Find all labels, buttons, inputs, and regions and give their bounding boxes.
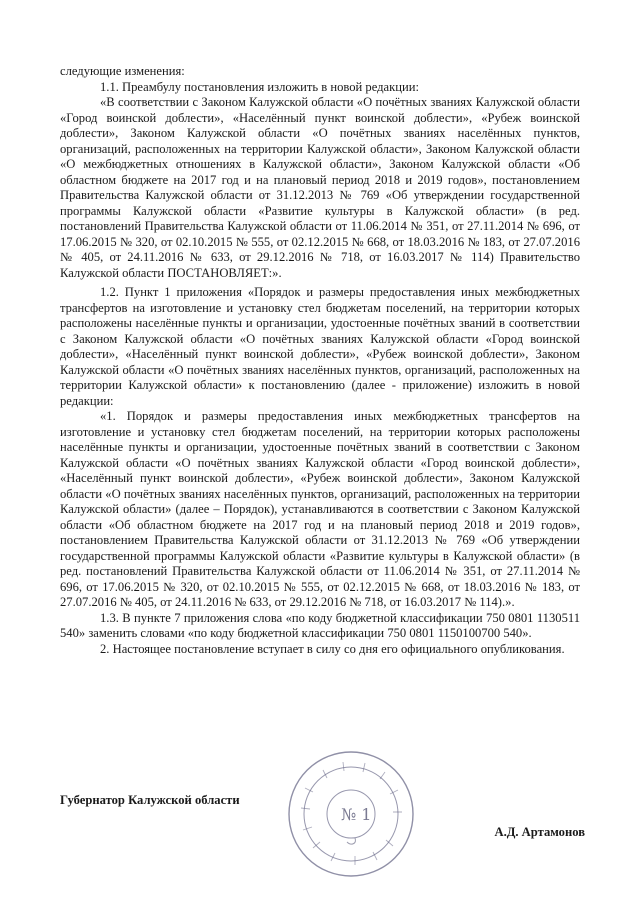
signatory-title: Губернатор Калужской области [60, 793, 240, 807]
paragraph-2: 2. Настоящее постановление вступает в силу со дня его официального опубликования. [100, 641, 565, 656]
paragraph-1-2: 1.2. Пункт 1 приложения «Порядок и размеры предоставления иных межбюджетных трансфертов на изготовление и установку стел бюджетам поселений, на территории которых расположены населённые пункты и организации, удостоенные почётных званий в соответствии с Законом Калужской области «О почётных званиях Калужской области «Город воинской доблести», «Населённый пункт воинской доблести», «Рубеж воинской доблести», Законом Калужской области «О почётных званиях населённых пунктов, организаций, расположенных на территории Калужской области» к постановлению (далее - приложение) изложить в новой редакции: [60, 285, 580, 408]
paragraph-intro: следующие изменения: [60, 64, 185, 78]
signatory-name: А.Д. Артамонов [494, 825, 585, 839]
document-body [60, 64, 580, 657]
paragraph-1-3: 1.3. В пункте 7 приложения слова «по коду бюджетной классификации 750 0801 1130511 540» заменить словами «по коду бюджетной классификации 750 0801 1150100700 540». [60, 610, 580, 640]
paragraph-1-1: 1.1. Преамбулу постановления изложить в новой редакции: [100, 79, 419, 94]
svg-text:№ 1: № 1 [341, 805, 372, 824]
paragraph-point-1-quote: «1. Порядок и размеры предоставления иных межбюджетных трансфертов на изготовление и установку стел бюджетам поселений, на территории которых расположены населённые пункты и организации, удостоенные почётных званий в соответствии с Законом Калужской области «О почётных званиях Калужской области «Город воинской доблести», «Населённый пункт воинской доблести», «Рубеж воинской доблести», Законом Калужской области «О почётных званиях населённых пунктов, организаций, расположенных на территории Калужской области» (далее – Порядок), устанавливаются в соответствии с Законом Калужской области «Об областном бюджете на 2017 год и на плановый период 2018 и 2019 годов», постановлением Правительства Калужской области от 31.12.2013 № 769 «Об утверждении государственной программы Калужской области «Развитие культуры в Калужской области» (в ред. постановлений Правительства Калужской области от 11.06.2014 № 351, от 27.11.2014 № 696, от 17.06.2015 № 320, от 02.10.2015 № 555, от 02.12.2015 № 668, от 18.03.2016 № 183, от 27.07.2016 № 405, от 24.11.2016 № 633, от 29.12.2016 № 718, от 16.03.2017 № 114).». [60, 409, 580, 609]
official-seal-stamp [285, 748, 417, 880]
paragraph-preamble-quote: «В соответствии с Законом Калужской области «О почётных званиях Калужской области «Город воинской доблести», «Населённый пункт воинской доблести», «Рубеж воинской доблести», Законом Калужской области «О почётных званиях населённых пунктов, организаций, расположенных на территории Калужской области», Законом Калужской области «О межбюджетных отношениях в Калужской области», Законом Калужской области «Об областном бюджете на 2017 год и на плановый период 2018 и 2019 годов», постановлением Правительства Калужской области от 31.12.2013 № 769 «Об утверждении государственной программы Калужской области «Развитие культуры в Калужской области» (в ред. постановлений Правительства Калужской области от 11.06.2014 № 351, от 27.11.2014 № 696, от 17.06.2015 № 320, от 02.10.2015 № 555, от 02.12.2015 № 668, от 18.03.2016 № 183, от 27.07.2016 № 405, от 24.11.2016 № 633, от 29.12.2016 № 718, от 16.03.2017 № 114) Правительство Калужской области ПОСТАНОВЛЯЕТ:». [60, 95, 580, 280]
